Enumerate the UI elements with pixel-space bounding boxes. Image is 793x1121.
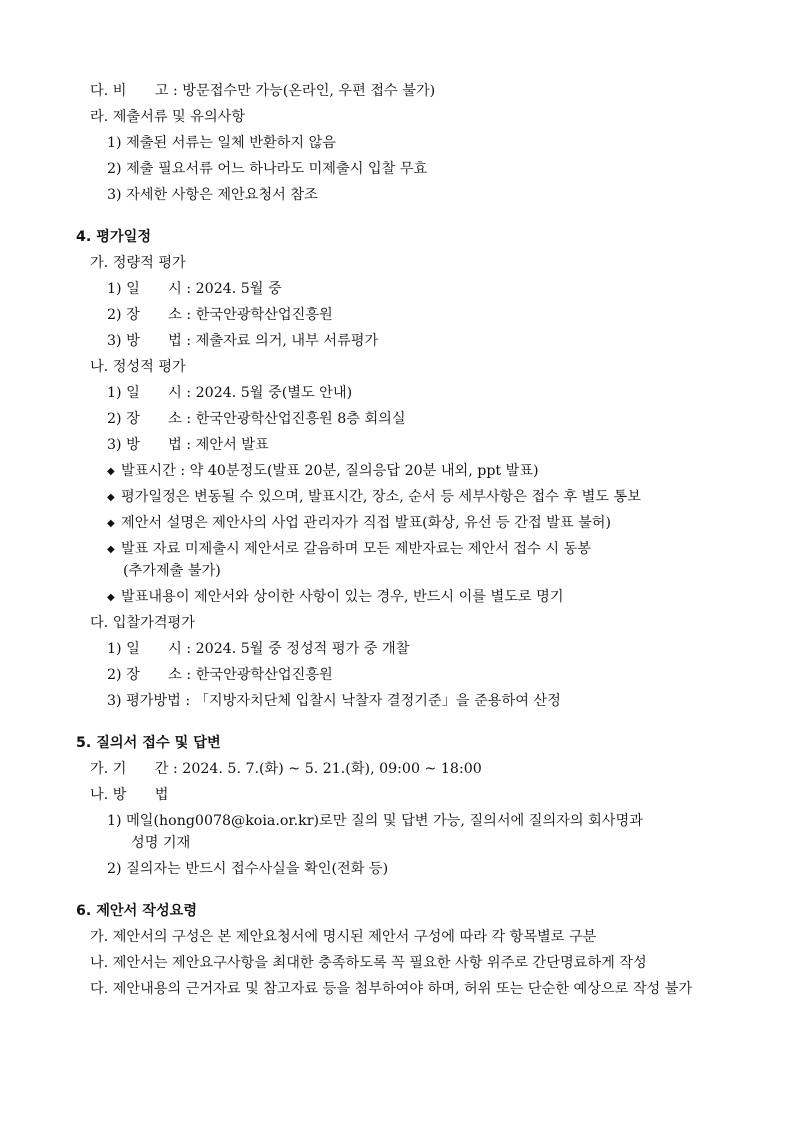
sec3-remarks: 다. 비 고 : 방문접수만 가능(온라인, 우편 접수 불가) bbox=[90, 83, 436, 99]
diamond-bullet-icon: ◆ bbox=[107, 544, 115, 555]
bullet-text: 발표내용이 제안서와 상이한 사항이 있는 경우, 반드시 이를 별도로 명기 bbox=[121, 589, 564, 605]
sec3-ra-heading: 라. 제출서류 및 유의사항 bbox=[90, 109, 246, 125]
diamond-bullet-icon: ◆ bbox=[107, 592, 115, 603]
sec5-method-item-1-continued: 성명 기재 bbox=[131, 835, 191, 851]
sec6-item-1: 가. 제안서의 구성은 본 제안요청서에 명시된 제안서 구성에 따라 각 항목별로 구분 bbox=[90, 929, 597, 945]
sec4-bullet-1 bbox=[107, 462, 539, 480]
sec4-na-heading: 나. 정성적 평가 bbox=[90, 359, 186, 375]
sec6-item-3: 다. 제안내용의 근거자료 및 참고자료 등을 첨부하여야 하며, 허위 또는 단순한 예상으로 작성 불가 bbox=[90, 981, 693, 997]
sec4-ga-heading: 가. 정량적 평가 bbox=[90, 255, 186, 271]
sec4-bullet-4-continued: (추가제출 불가) bbox=[123, 563, 221, 579]
sec4-bullet-3 bbox=[107, 514, 611, 532]
sec4-da-item-1: 1) 일 시 : 2024. 5월 중 정성적 평가 중 개찰 bbox=[107, 641, 410, 657]
sec6-item-2: 나. 제안서는 제안요구사항을 최대한 충족하도록 꼭 필요한 사항 위주로 간단명료하게 작성 bbox=[90, 955, 647, 971]
sec5-period: 가. 기 간 : 2024. 5. 7.(화) ~ 5. 21.(화), 09:00 ~ 18:00 bbox=[90, 761, 482, 777]
sec4-da-item-3: 3) 평가방법 : 「지방자치단체 입찰시 낙찰자 결정기준」을 준용하여 산정 bbox=[107, 693, 561, 709]
sec4-na-item-3: 3) 방 법 : 제안서 발표 bbox=[107, 437, 269, 453]
sec4-bullet-4 bbox=[107, 540, 591, 558]
sec3-ra-item-2: 2) 제출 필요서류 어느 하나라도 미제출시 입찰 무효 bbox=[107, 161, 428, 177]
bullet-text: 제안서 설명은 제안사의 사업 관리자가 직접 발표(화상, 유선 등 간접 발표 불허) bbox=[121, 515, 612, 531]
sec5-method-heading: 나. 방 법 bbox=[90, 787, 169, 803]
sec4-na-item-1: 1) 일 시 : 2024. 5월 중(별도 안내) bbox=[107, 385, 353, 401]
sec5-title: 5. 질의서 접수 및 답변 bbox=[76, 735, 221, 751]
sec3-ra-item-3: 3) 자세한 사항은 제안요청서 참조 bbox=[107, 187, 318, 203]
bullet-text: 평가일정은 변동될 수 있으며, 발표시간, 장소, 순서 등 세부사항은 접수 후 별도 통보 bbox=[121, 489, 641, 505]
sec4-title: 4. 평가일정 bbox=[76, 229, 152, 245]
sec3-ra-item-1: 1) 제출된 서류는 일체 반환하지 않음 bbox=[107, 135, 336, 151]
diamond-bullet-icon: ◆ bbox=[107, 518, 115, 529]
diamond-bullet-icon: ◆ bbox=[107, 492, 115, 503]
sec4-ga-item-3: 3) 방 법 : 제출자료 의거, 내부 서류평가 bbox=[107, 333, 379, 349]
sec4-ga-item-1: 1) 일 시 : 2024. 5월 중 bbox=[107, 281, 282, 297]
sec4-da-heading: 다. 입찰가격평가 bbox=[90, 615, 195, 631]
bullet-text: 발표시간 : 약 40분정도(발표 20분, 질의응답 20분 내외, ppt 발표) bbox=[121, 463, 539, 479]
sec4-na-item-2: 2) 장 소 : 한국안광학산업진흥원 8층 회의실 bbox=[107, 411, 406, 427]
bullet-text: 발표 자료 미제출시 제안서로 갈음하며 모든 제반자료는 제안서 접수 시 동봉 bbox=[121, 541, 591, 557]
diamond-bullet-icon: ◆ bbox=[107, 466, 115, 477]
sec4-bullet-2 bbox=[107, 488, 641, 506]
sec5-method-item-1: 1) 메일(hong0078@koia.or.kr)로만 질의 및 답변 가능, 질의서에 질의자의 회사명과 bbox=[107, 813, 643, 829]
sec4-da-item-2: 2) 장 소 : 한국안광학산업진흥원 bbox=[107, 667, 333, 683]
sec6-title: 6. 제안서 작성요령 bbox=[76, 903, 198, 919]
sec4-bullet-5 bbox=[107, 588, 564, 606]
sec4-ga-item-2: 2) 장 소 : 한국안광학산업진흥원 bbox=[107, 307, 333, 323]
sec5-method-item-2: 2) 질의자는 반드시 접수사실을 확인(전화 등) bbox=[107, 861, 389, 877]
